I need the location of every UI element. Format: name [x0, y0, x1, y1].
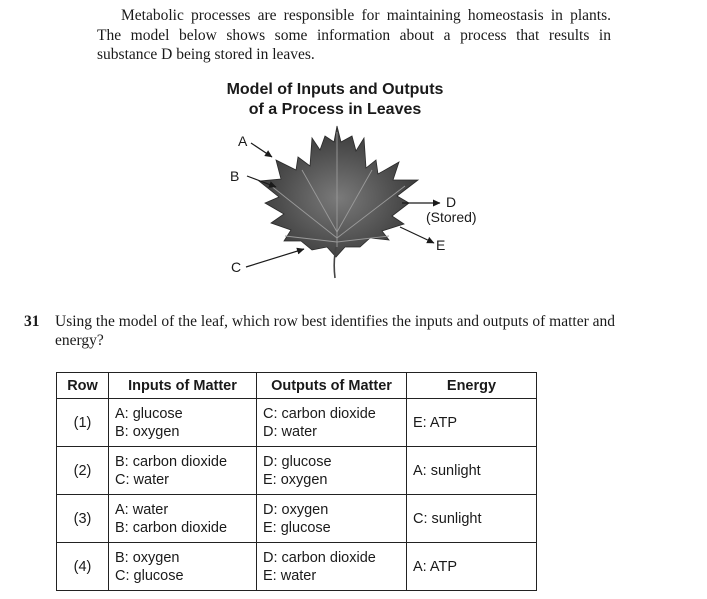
- energy-cell: E: ATP: [407, 399, 537, 447]
- intro-text: Metabolic processes are responsible for maintaining homeostasis in plants. The model below shows some information about a process that results in substance D being stored in leaves.: [97, 7, 611, 63]
- question-text: Using the model of the leaf, which row best identifies the inputs and outputs of matter and energy?: [55, 313, 616, 349]
- table-row: [57, 495, 537, 543]
- inputs-cell: [109, 543, 257, 591]
- outputs-line: C: carbon dioxide: [263, 405, 376, 422]
- inputs-cell: [109, 495, 257, 543]
- arrow-c: [246, 249, 304, 267]
- inputs-line: B: carbon dioxide: [115, 519, 228, 536]
- energy-cell: A: sunlight: [407, 447, 537, 495]
- header-outputs: Outputs of Matter: [257, 373, 407, 399]
- label-a: A: [238, 133, 248, 149]
- header-row: Row: [57, 373, 109, 399]
- figure-title-line-1: Model of Inputs and Outputs: [226, 81, 444, 98]
- label-c: C: [231, 259, 242, 275]
- outputs-line: E: water: [263, 567, 317, 584]
- inputs-line: B: carbon dioxide: [115, 453, 228, 470]
- row-label: (2): [57, 447, 109, 495]
- arrow-a: [251, 143, 272, 157]
- inputs-line: C: glucose: [115, 567, 184, 584]
- table-header-row: [57, 373, 537, 399]
- leaf-stem: [334, 247, 336, 278]
- outputs-line: D: water: [263, 423, 317, 440]
- row-label: (4): [57, 543, 109, 591]
- question-number: 31: [24, 313, 40, 330]
- outputs-line: E: oxygen: [263, 471, 328, 488]
- outputs-line: D: glucose: [263, 453, 332, 470]
- energy-cell: C: sunlight: [407, 495, 537, 543]
- label-d: D: [446, 194, 457, 210]
- outputs-cell: [257, 399, 407, 447]
- outputs-cell: [257, 495, 407, 543]
- answer-table: [56, 372, 537, 591]
- label-d-note: (Stored): [426, 209, 477, 225]
- inputs-line: B: oxygen: [115, 549, 180, 566]
- label-b: B: [230, 168, 240, 184]
- energy-cell: A: ATP: [407, 543, 537, 591]
- table-row: [57, 447, 537, 495]
- inputs-line: A: water: [115, 501, 169, 518]
- inputs-line: A: glucose: [115, 405, 183, 422]
- outputs-cell: [257, 543, 407, 591]
- inputs-line: B: oxygen: [115, 423, 180, 440]
- row-label: (3): [57, 495, 109, 543]
- arrow-e: [400, 227, 434, 243]
- inputs-cell: [109, 399, 257, 447]
- outputs-line: D: oxygen: [263, 501, 329, 518]
- label-e: E: [436, 237, 446, 253]
- row-label: (1): [57, 399, 109, 447]
- header-energy: Energy: [407, 373, 537, 399]
- header-inputs: Inputs of Matter: [109, 373, 257, 399]
- figure-title-line-2: of a Process in Leaves: [248, 101, 422, 118]
- table-row: [57, 543, 537, 591]
- inputs-cell: [109, 447, 257, 495]
- outputs-line: D: carbon dioxide: [263, 549, 376, 566]
- table-row: [57, 399, 537, 447]
- inputs-line: C: water: [115, 471, 169, 488]
- outputs-cell: [257, 447, 407, 495]
- outputs-line: E: glucose: [263, 519, 331, 536]
